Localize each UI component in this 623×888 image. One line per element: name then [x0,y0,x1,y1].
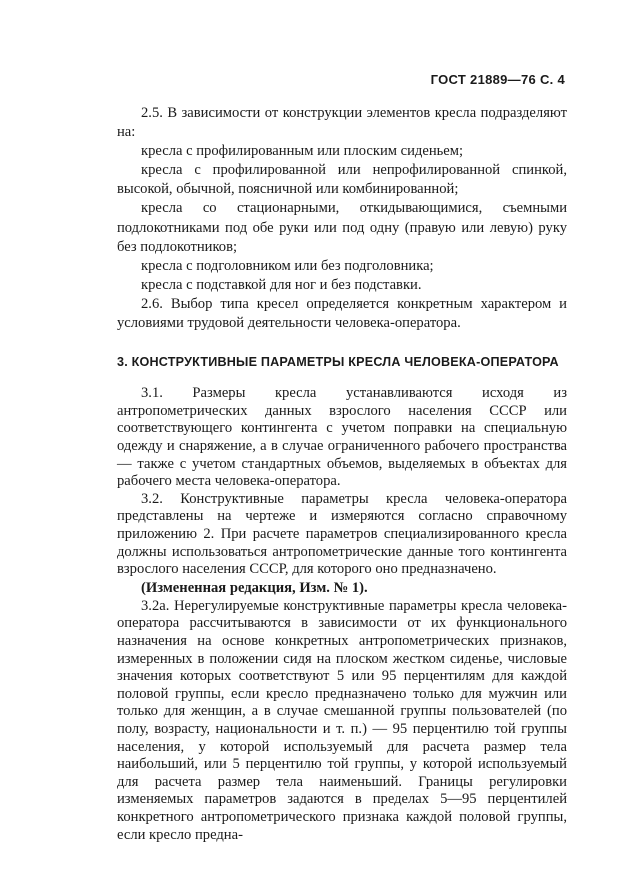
document-body [117,104,567,844]
list-item-armrests: кресла со стационарными, откидывающимися, съемными подлокотниками под обе руки или под одну (правую или левую) руку без подлокотников; [117,200,567,255]
paragraph-2-6: 2.6. Выбор типа кресел определяется конкретным характером и условиями трудовой деятельности человека-оператора. [117,295,567,332]
list-item-seat: кресла с профилированным или плоским сиденьем; [141,143,464,160]
paragraph-3-2: 3.2. Конструктивные параметры кресла человека-оператора представлены на чертеже и измеряются согласно справочному приложению 2. При расчете параметров специализированного кресла должны использоваться антропометрические данные того контингента взрослого населения СССР, для которого оно предназначено. [117,490,567,578]
page-header: ГОСТ 21889—76 С. 4 [430,72,565,87]
change-note: (Измененная редакция, Изм. № 1). [141,579,368,596]
list-item-footrest: кресла с подставкой для ног и без подставки. [141,276,422,293]
section-3-heading: 3. КОНСТРУКТИВНЫЕ ПАРАМЕТРЫ КРЕСЛА ЧЕЛОВЕКА-ОПЕРАТОРА [117,355,559,370]
list-item-headrest: кресла с подголовником или без подголовника; [141,257,434,274]
paragraph-3-1: 3.1. Размеры кресла устанавливаются исходя из антропометрических данных взрослого населения СССР или соответствующего контингента с учетом поправки на специальную одежду и снаряжение, а в случае ограниченного рабочего пространства — также с учетом стандартных объемов, выделяемых в объектах для рабочего места человека-оператора. [117,385,567,490]
paragraph-3-2a: 3.2а. Нерегулируемые конструктивные параметры кресла человека-оператора рассчитываются в зависимости от их функционального назначения на основе конкретных антропометрических признаков, измеренных в положении сидя на плоском жестком сиденье, числовые значения которых соответствуют 5 или 95 перцентилям для каждой половой группы, если кресло предназначено только для мужчин или только для женщин, а в случае смешанной группы пользователей (по полу, возрасту, национальности и т. п.) — 95 перцентилю той группы населения, у которой используемый для расчета размер тела наибольший, или 5 перцентилю той группы, у которой используемый для расчета размер тела наименьший. Границы регулировки изменяемых параметров задаются в пределах 5—95 перцентилей конкретного антропометрического признака каждой половой группы, если кресло предна- [117,597,567,843]
paragraph-2-5-intro: 2.5. В зависимости от конструкции элементов кресла подразделяют на: [117,105,567,141]
list-item-backrest: кресла с профилированной или непрофилированной спинкой, высокой, обычной, поясничной или комбинированной; [117,162,567,198]
